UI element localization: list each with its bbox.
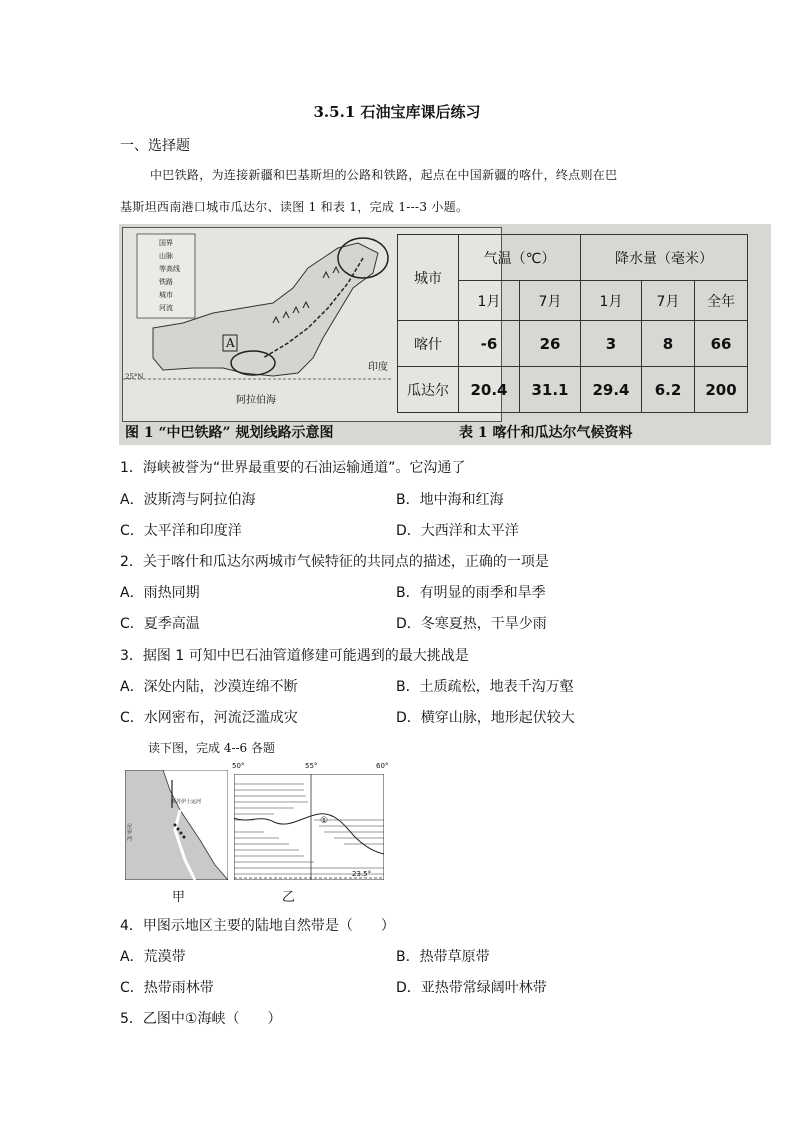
option: D．横穿山脉，地形起伏较大 [396,710,575,726]
table-subheader: 7月 [642,281,695,321]
lead-text: 读下图，完成 4--6 各题 [148,741,276,755]
longitude-label: 55° [305,762,318,770]
canal-label: 新苏伊士运河 [171,799,202,805]
question-stem: 1．海峡被誉为“世界最重要的石油运输通道”。它沟通了 [120,460,466,476]
option: A．波斯湾与阿拉伯海 [120,492,256,508]
legend-item: 河流 [159,304,173,312]
table-cell: -6 [459,321,520,367]
table-cell-city: 喀什 [398,321,459,367]
river-label: 尼罗河 [127,824,133,842]
legend-item: 国界 [159,239,173,247]
option: A．雨热同期 [120,585,200,601]
figure-1 [119,224,771,445]
figure-1-caption: 图 1 “中巴铁路” 规划线路示意图 [125,425,334,441]
table-cell: 3 [581,321,642,367]
option: C．太平洋和印度洋 [120,523,242,539]
question-stem: 2．关于喀什和瓜达尔两城市气候特征的共同点的描述，正确的一项是 [120,554,549,570]
longitude-label: 50° [232,762,245,770]
india-label: 印度 [368,362,388,373]
latitude-label: 25°N [125,373,144,381]
option: B．地中海和红海 [396,492,504,508]
page-title: 3.5.1 石油宝库课后练习 [313,103,481,121]
map-yi [234,774,384,880]
table-cell: 29.4 [581,367,642,413]
table-1-caption: 表 1 喀什和瓜达尔气候资料 [459,425,633,441]
intro-line-2: 基斯坦西南港口城市瓜达尔、读图 1 和表 1，完成 1---3 小题。 [120,200,469,214]
option: D．大西洋和太平洋 [396,523,519,539]
table-header-precip: 降水量（毫米） [581,235,748,281]
table-header-city: 城市 [398,235,459,321]
region-a-label: A [226,336,235,350]
section-heading: 一、选择题 [120,138,190,154]
legend-item: 山脉 [159,252,173,260]
table-subheader: 7月 [520,281,581,321]
legend-item: 城市 [159,291,173,299]
table-cell: 26 [520,321,581,367]
table-subheader: 全年 [695,281,748,321]
figure-yi-label: 乙 [282,890,296,905]
option: C．夏季高温 [120,616,200,632]
table-header-temp: 气温（℃） [459,235,581,281]
table-cell: 31.1 [520,367,581,413]
intro-line-1: 中巴铁路，为连接新疆和巴基斯坦的公路和铁路，起点在中国新疆的喀什，终点则在巴 [150,168,618,182]
figure-2 [120,762,390,905]
question-stem: 5．乙图中①海峡（ ） [120,1011,282,1027]
table-cell: 66 [695,321,748,367]
option: D．亚热带常绿阔叶林带 [396,980,547,996]
table-cell-city: 瓜达尔 [398,367,459,413]
table-subheader: 1月 [581,281,642,321]
option: D．冬寒夏热，干旱少雨 [396,616,547,632]
table-subheader: 1月 [459,281,520,321]
option: A．深处内陆，沙漠连绵不断 [120,679,298,695]
option: A．荒漠带 [120,949,186,965]
strait-marker: ① [320,816,329,826]
map-legend [159,237,180,315]
table-cell: 20.4 [459,367,520,413]
table-cell: 200 [695,367,748,413]
longitude-label: 60° [376,762,389,770]
question-stem: 4．甲图示地区主要的陆地自然带是（ ） [120,918,395,934]
option: B．有明显的雨季和旱季 [396,585,546,601]
climate-table [397,234,748,413]
table-cell: 6.2 [642,367,695,413]
option: C．水网密布，河流泛滥成灾 [120,710,298,726]
option: B．热带草原带 [396,949,490,965]
legend-item: 等高线 [159,265,180,273]
table-cell: 8 [642,321,695,367]
option: C．热带雨林带 [120,980,214,996]
sea-label: 阿拉伯海 [236,395,276,406]
table-row [398,367,748,413]
legend-item: 铁路 [159,278,173,286]
latitude-label: 23.5° [352,870,372,878]
option: B．土质疏松，地表千沟万壑 [396,679,574,695]
question-stem: 3．据图 1 可知中巴石油管道修建可能遇到的最大挑战是 [120,648,469,664]
map-jia [125,770,228,880]
table-row [398,321,748,367]
figure-jia-label: 甲 [172,890,186,905]
